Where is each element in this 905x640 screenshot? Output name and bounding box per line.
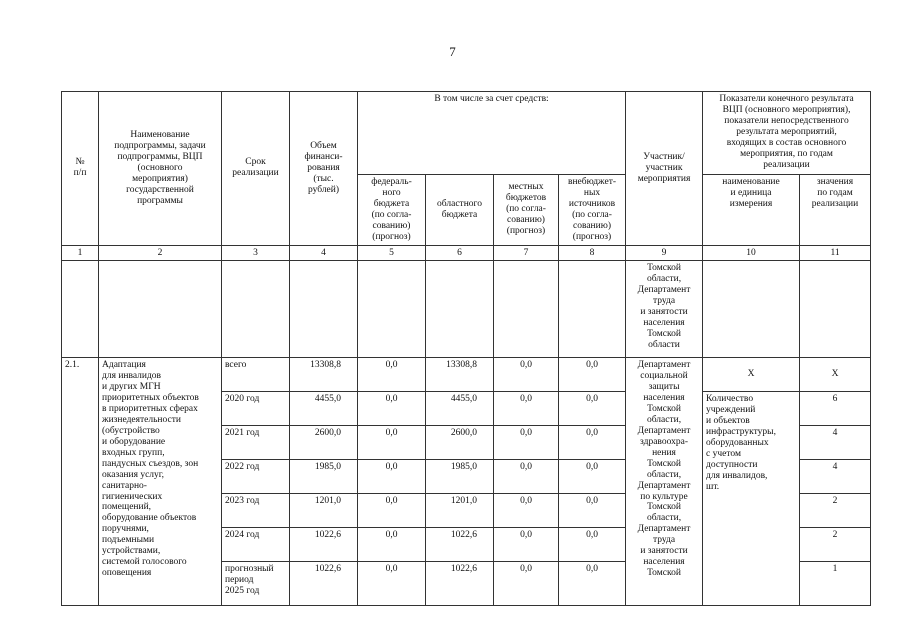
col-index: 1 bbox=[62, 245, 99, 261]
page-number: 7 bbox=[449, 44, 456, 59]
col-index: 2 bbox=[99, 245, 222, 261]
extra-cell: 0,0 bbox=[559, 528, 626, 562]
header-sources-group: В том числе за счет средств: bbox=[358, 92, 626, 175]
total-cell: 4455,0 bbox=[290, 392, 358, 426]
col-index: 9 bbox=[626, 245, 703, 261]
federal-cell: 0,0 bbox=[358, 460, 426, 494]
value-cell: Х bbox=[800, 358, 871, 392]
value-cell: 1 bbox=[800, 562, 871, 606]
local-cell: 0,0 bbox=[494, 528, 559, 562]
col-index: 11 bbox=[800, 245, 871, 261]
local-cell: 0,0 bbox=[494, 494, 559, 528]
header-participant: Участник/ участник мероприятия bbox=[626, 92, 703, 246]
federal-cell: 0,0 bbox=[358, 562, 426, 606]
header-indicator-values: значения по годам реализации bbox=[800, 175, 871, 246]
indicator-name: Количество учреждений и объектов инфраструктуры, оборудованных с учетом доступности для инвалидов, шт. bbox=[703, 392, 800, 606]
total-cell: 13308,8 bbox=[290, 358, 358, 392]
item-participant: Департамент социальной защиты населения Томской области, Департамент здравоохра- нения Томской области, Департамент по культуре Томской области, Департамент труда и занятости населения Томской bbox=[626, 358, 703, 606]
value-cell: 2 bbox=[800, 494, 871, 528]
federal-cell: 0,0 bbox=[358, 392, 426, 426]
col-index: 10 bbox=[703, 245, 800, 261]
total-cell: 1022,6 bbox=[290, 528, 358, 562]
extra-cell: 0,0 bbox=[559, 426, 626, 460]
local-cell: 0,0 bbox=[494, 460, 559, 494]
federal-cell: 0,0 bbox=[358, 426, 426, 460]
extra-cell: 0,0 bbox=[559, 562, 626, 606]
item-number: 2.1. bbox=[62, 358, 99, 606]
header-federal: федераль- ного бюджета (по согла- сованию) (прогноз) bbox=[358, 175, 426, 246]
col-index: 7 bbox=[494, 245, 559, 261]
col-index: 6 bbox=[426, 245, 494, 261]
continuation-participant: Томской области, Департамент труда и занятости населения Томской области bbox=[626, 261, 703, 358]
extra-cell: 0,0 bbox=[559, 392, 626, 426]
header-extra: внебюджет- ных источников (по согла- сованию) (прогноз) bbox=[559, 175, 626, 246]
period-cell: 2023 год bbox=[222, 494, 290, 528]
federal-cell: 0,0 bbox=[358, 528, 426, 562]
value-cell: 6 bbox=[800, 392, 871, 426]
col-index: 4 bbox=[290, 245, 358, 261]
period-cell: всего bbox=[222, 358, 290, 392]
total-cell: 1201,0 bbox=[290, 494, 358, 528]
regional-cell: 4455,0 bbox=[426, 392, 494, 426]
period-cell: 2024 год bbox=[222, 528, 290, 562]
header-indicators-group: Показатели конечного результата ВЦП (основного мероприятия), показатели непосредственного результата мероприятий, входящих в состав основного мероприятия, по годам реализации bbox=[703, 92, 871, 175]
value-cell: 4 bbox=[800, 460, 871, 494]
regional-cell: 13308,8 bbox=[426, 358, 494, 392]
header-regional: областного бюджета bbox=[426, 175, 494, 246]
local-cell: 0,0 bbox=[494, 426, 559, 460]
continuation-row bbox=[62, 261, 871, 358]
indicator-x-mark: Х bbox=[703, 358, 800, 392]
total-cell: 2600,0 bbox=[290, 426, 358, 460]
regional-cell: 1985,0 bbox=[426, 460, 494, 494]
col-index: 3 bbox=[222, 245, 290, 261]
header-term: Срок реализации bbox=[222, 92, 290, 246]
header-number: № п/п bbox=[62, 92, 99, 246]
col-index: 5 bbox=[358, 245, 426, 261]
header-local: местных бюджетов (по согла- сованию) (прогноз) bbox=[494, 175, 559, 246]
total-cell: 1985,0 bbox=[290, 460, 358, 494]
local-cell: 0,0 bbox=[494, 562, 559, 606]
value-cell: 2 bbox=[800, 528, 871, 562]
local-cell: 0,0 bbox=[494, 392, 559, 426]
header-indicator-name: наименование и единица измерения bbox=[703, 175, 800, 246]
total-cell: 1022,6 bbox=[290, 562, 358, 606]
period-cell: 2021 год bbox=[222, 426, 290, 460]
item-name: Адаптация для инвалидов и других МГН приоритетных объектов в приоритетных сферах жизнедеятельности (обустройство и оборудование входных групп, пандусных съездов, зон оказания услуг, санитарно- гигиенических помещений, оборудование объектов поручнями, подъемными устройствами, системой голосового оповещения bbox=[99, 358, 222, 606]
program-table bbox=[61, 91, 871, 606]
header-name: Наименование подпрограммы, задачи подпрограммы, ВЦП (основного мероприятия) государственной программы bbox=[99, 92, 222, 246]
regional-cell: 1201,0 bbox=[426, 494, 494, 528]
table-row bbox=[62, 358, 871, 392]
period-cell: 2020 год bbox=[222, 392, 290, 426]
period-cell: прогнозный период 2025 год bbox=[222, 562, 290, 606]
regional-cell: 1022,6 bbox=[426, 528, 494, 562]
regional-cell: 2600,0 bbox=[426, 426, 494, 460]
regional-cell: 1022,6 bbox=[426, 562, 494, 606]
extra-cell: 0,0 bbox=[559, 460, 626, 494]
federal-cell: 0,0 bbox=[358, 494, 426, 528]
value-cell: 4 bbox=[800, 426, 871, 460]
federal-cell: 0,0 bbox=[358, 358, 426, 392]
period-cell: 2022 год bbox=[222, 460, 290, 494]
col-index: 8 bbox=[559, 245, 626, 261]
header-volume: Объем финанси- рования (тыс. рублей) bbox=[290, 92, 358, 246]
local-cell: 0,0 bbox=[494, 358, 559, 392]
extra-cell: 0,0 bbox=[559, 494, 626, 528]
extra-cell: 0,0 bbox=[559, 358, 626, 392]
